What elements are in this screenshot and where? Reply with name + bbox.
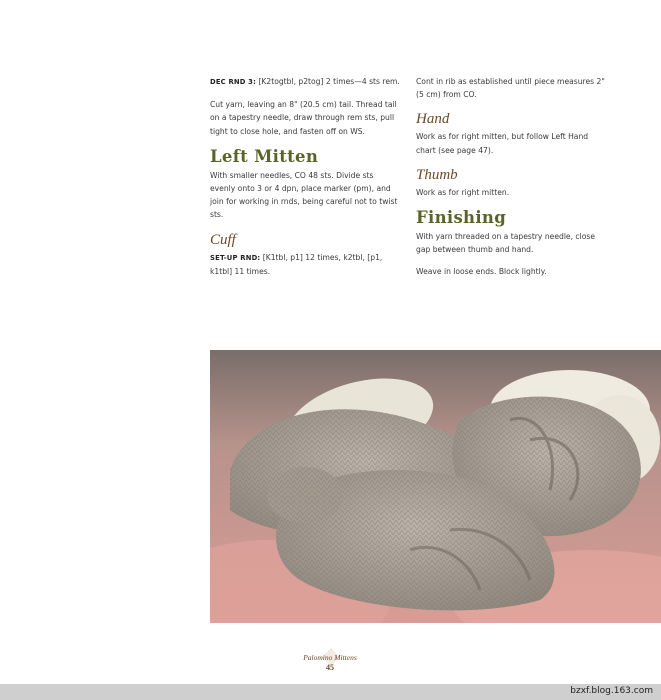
- mittens-illustration: [210, 350, 661, 623]
- page-footer: [290, 653, 370, 672]
- bottom-bar: [0, 684, 661, 700]
- weave-paragraph: Weave in loose ends. Block lightly.: [416, 267, 547, 277]
- cuff-heading: Cuff: [210, 231, 236, 248]
- dec-rnd-lead: DEC RND 3:: [210, 78, 257, 86]
- page-number: 45: [326, 663, 334, 672]
- thumb-paragraph: Work as for right mitten.: [416, 187, 510, 197]
- footer-title: Palomino Mittens: [303, 653, 357, 662]
- dec-rnd-text: [K2togtbl, p2tog] 2 times—4 sts rem.: [256, 77, 400, 86]
- right-text-column: [416, 75, 606, 288]
- finishing-heading: Finishing: [416, 208, 507, 228]
- cut-yarn-paragraph: Cut yarn, leaving an 8" (20.5 cm) tail. Thread tail on a tapestry needle, draw through rem sts, pull tight to close hole, and fasten off on WS.: [210, 100, 397, 136]
- hand-paragraph: Work as for right mitten, but follow Left Hand chart (see page 47).: [416, 132, 589, 155]
- thumb-heading: Thumb: [416, 166, 458, 183]
- left-text-column: [210, 75, 400, 287]
- setup-rnd-text: [K1tbl, p1] 12 times, k2tbl, [p1, k1tbl] 11 times.: [210, 252, 383, 276]
- cont-rib-paragraph: Cont in rib as established until piece measures 2" (5 cm) from CO.: [416, 77, 605, 100]
- dec-rnd-paragraph: [210, 75, 400, 89]
- finishing-paragraph: With yarn threaded on a tapestry needle, close gap between thumb and hand.: [416, 232, 595, 255]
- watermark-text: bzxf.blog.163.com: [570, 686, 653, 696]
- left-mitten-paragraph: With smaller needles, CO 48 sts. Divide sts evenly onto 3 or 4 dpn, place marker (pm), and join for working in rnds, being careful not to twist sts.: [210, 170, 398, 220]
- mittens-photo: [210, 350, 661, 623]
- left-mitten-heading: Left Mitten: [210, 146, 319, 166]
- setup-rnd-lead: SET-UP RND:: [210, 253, 261, 262]
- setup-rnd-paragraph: [210, 251, 400, 278]
- hand-heading: Hand: [416, 111, 450, 128]
